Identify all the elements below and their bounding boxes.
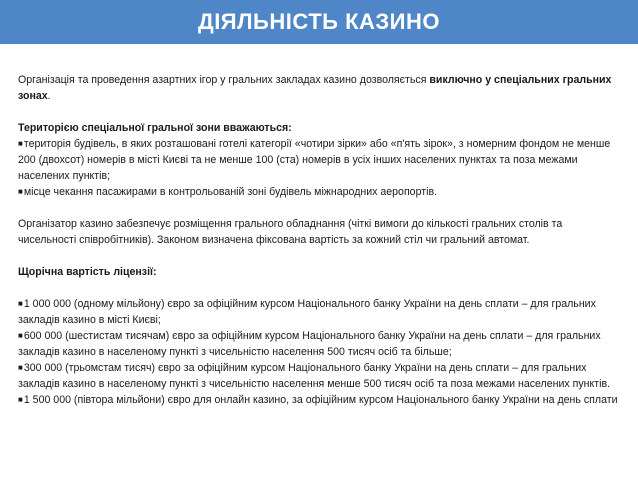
license-item-text: 600 000 (шестистам тисячам) євро за офіційним курсом Національного банку України на день сплати – для гральних закладів казино в населеному пункті з чисельністю населення 500 тисяч осіб та більше; bbox=[18, 330, 601, 358]
intro-text: Організація та проведення азартних ігор у гральних закладах казино дозволяється bbox=[18, 74, 430, 86]
square-bullet-icon: ■ bbox=[18, 139, 23, 148]
page-title: ДІЯЛЬНІСТЬ КАЗИНО bbox=[198, 9, 440, 34]
square-bullet-icon: ■ bbox=[18, 395, 23, 404]
license-item bbox=[18, 328, 622, 360]
territory-item-text: місце чекання пасажирами в контрольованій зоні будівель міжнародних аеропортів. bbox=[23, 186, 438, 198]
spacer bbox=[18, 200, 622, 216]
title-banner bbox=[0, 0, 638, 44]
territory-item bbox=[18, 136, 622, 184]
territory-heading: Територією спеціальної гральної зони вважаються: bbox=[18, 122, 292, 134]
license-item-text: 1 500 000 (півтора мільйони) євро для онлайн казино, за офіційним курсом Національного банку України на день сплати bbox=[23, 394, 618, 406]
intro-emphasis: виключно у спеціальних гральних зонах bbox=[18, 74, 612, 102]
spacer bbox=[18, 104, 622, 120]
territory-item-text: територія будівель, в яких розташовані готелі категорії «чотири зірки» або «п'ять зірок», з номерним фондом не менше 200 (двохсот) номерів в місті Києві та не менше 100 (ста) номерів в усіх інших населених пунктах та поза межами населених пунктів; bbox=[18, 138, 611, 182]
organizer-paragraph: Організатор казино забезпечує розміщення грального обладнання (чіткі вимоги до кількості гральних столів та чисельності співробітників). Законом визначена фіксована вартість за кожний стіл чи гральний автомат. bbox=[18, 218, 563, 246]
slide-body bbox=[18, 72, 622, 408]
territory-item bbox=[18, 184, 622, 200]
intro-end: . bbox=[47, 90, 51, 102]
square-bullet-icon: ■ bbox=[18, 187, 23, 196]
square-bullet-icon: ■ bbox=[18, 363, 23, 372]
license-item bbox=[18, 392, 622, 408]
license-item-text: 1 000 000 (одному мільйону) євро за офіційним курсом Національного банку України на день сплати – для гральних закладів казино в місті Києві; bbox=[18, 298, 596, 326]
spacer bbox=[18, 248, 622, 264]
spacer bbox=[18, 280, 622, 296]
license-item-text: 300 000 (трьомстам тисяч) євро за офіційним курсом Національного банку України на день сплати – для гральних закладів казино в населеному пункті з чисельністю населення менше 500 тисяч осіб та поза межами населених пунктів. bbox=[18, 362, 611, 390]
license-item bbox=[18, 296, 622, 328]
square-bullet-icon: ■ bbox=[18, 299, 23, 308]
square-bullet-icon: ■ bbox=[18, 331, 23, 340]
license-heading: Щорічна вартість ліцензії: bbox=[18, 266, 157, 278]
license-item bbox=[18, 360, 622, 392]
intro-paragraph bbox=[18, 72, 622, 104]
